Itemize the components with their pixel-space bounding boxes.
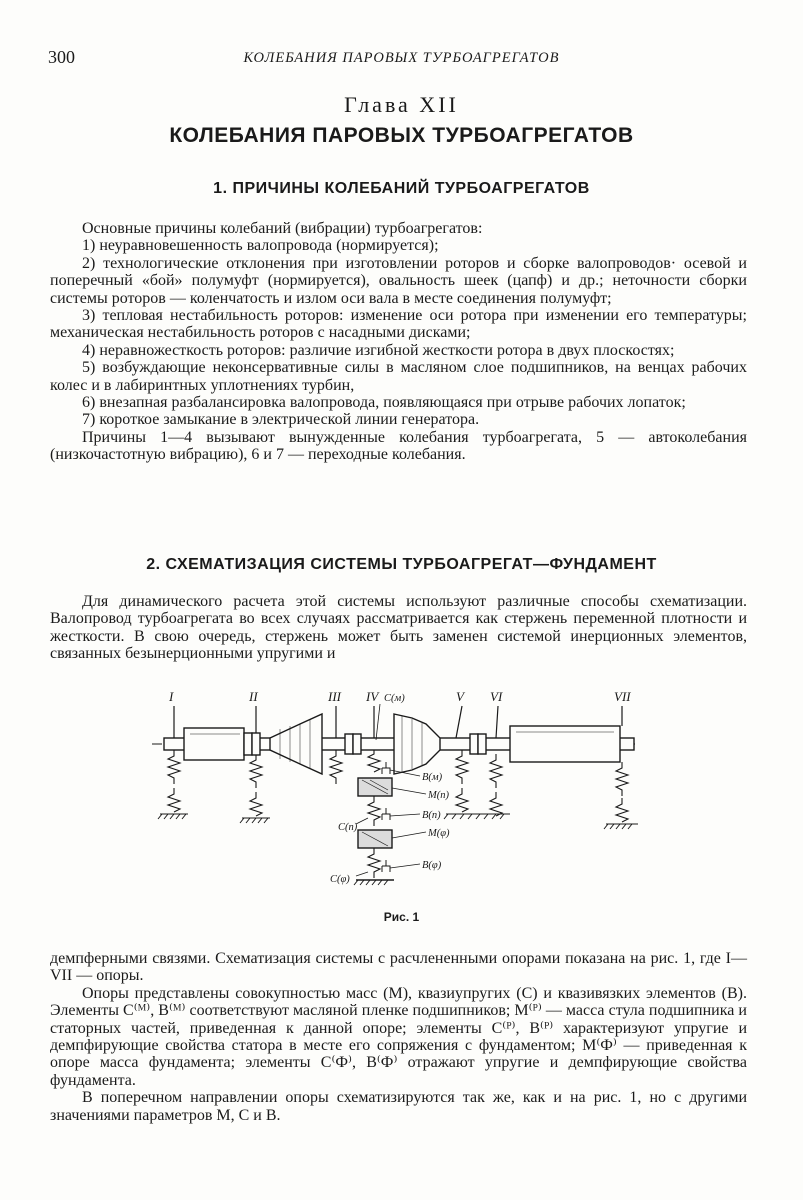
rotor-support-schematic <box>150 684 650 904</box>
label-c-m: C(м) <box>384 693 405 704</box>
paragraph: Опоры представлены совокупностью масс (M), квазиупругих (C) и квазивязких элементов (B). Элементы C⁽ᴹ⁾, B⁽ᴹ⁾ соответствуют масляной пленке подшипников; M⁽ᴾ⁾ — масса стула подшипника и статорных частей, приведенная к данной опоре; элементы C⁽ᴾ⁾, B⁽ᴾ⁾ характеризуют упругие и демпфирующие свойства статора в месте его сопряжения с фундаментом; M⁽Ф⁾ — приведенная к опоре масса фундамента; элементы C⁽Ф⁾, B⁽Ф⁾ отражают упругие и демпфирующие свойства фундамента. <box>50 984 747 1089</box>
coupling <box>478 734 486 754</box>
section-2-title: 2. СХЕМАТИЗАЦИЯ СИСТЕМЫ ТУРБОАГРЕГАТ—ФУНДАМЕНТ <box>146 556 657 573</box>
list-item: 4) неравножесткость роторов: различие изгибной жесткости ротора в двух плоскостях; <box>82 341 675 359</box>
support-iv-stack <box>354 750 394 885</box>
rotor-drum-1 <box>184 728 244 760</box>
coupling <box>244 733 252 755</box>
figure-caption: Рис. 1 <box>383 910 420 924</box>
turbine-cone-1 <box>270 714 322 774</box>
section-1-body <box>50 220 747 464</box>
support-label: IV <box>366 689 379 704</box>
coupling <box>470 734 478 754</box>
running-title: КОЛЕБАНИЯ ПАРОВЫХ ТУРБОАГРЕГАТОВ <box>243 50 560 66</box>
support-label: VI <box>490 689 503 704</box>
label-b-f: B(φ) <box>422 860 442 871</box>
paragraph: Основные причины колебаний (вибрации) турбоагрегатов: <box>82 220 483 237</box>
label-m-f: M(φ) <box>428 828 450 839</box>
section-2-intro <box>50 593 747 663</box>
ground-hatching <box>158 814 638 829</box>
paragraph: Для динамического расчета этой системы используют различные способы схематизации. Валопровод турбоагрегата во всех случаях рассматривается как стержень переменной плотности и жесткости. В свою очередь, стержень может быть заменен системой инерционных элементов, связанных безынерционными упругими и <box>50 593 747 663</box>
section-2-body <box>50 950 747 1124</box>
page-number: 300 <box>48 47 75 67</box>
support-label: I <box>169 689 174 704</box>
label-b-n: B(n) <box>422 810 441 821</box>
support-label: II <box>249 689 258 704</box>
label-m-n: M(n) <box>428 790 449 801</box>
turbine-cone-2 <box>394 714 440 774</box>
list-item: 5) возбуждающие неконсервативные силы в масляном слое подшипников, на венцах рабочих колес и в лабиринтных уплотнениях турбин, <box>50 359 747 394</box>
section-1-title: 1. ПРИЧИНЫ КОЛЕБАНИЙ ТУРБОАГРЕГАТОВ <box>213 180 590 197</box>
coupling <box>252 733 260 755</box>
support-label: V <box>456 689 464 704</box>
support-label: VII <box>614 689 631 704</box>
list-item: 7) короткое замыкание в электрической линии генератора. <box>82 411 480 429</box>
coupling <box>345 734 353 754</box>
paragraph: В поперечном направлении опоры схематизируются так же, как и на рис. 1, но с другими значениями параметров M, C и B. <box>50 1089 747 1124</box>
rotor-drum-2 <box>510 726 620 762</box>
coupling <box>353 734 361 754</box>
chapter-title: КОЛЕБАНИЯ ПАРОВЫХ ТУРБОАГРЕГАТОВ <box>169 124 634 147</box>
support-label: III <box>328 689 341 704</box>
paragraph: Причины 1—4 вызывают вынужденные колебания турбоагрегата, 5 — автоколебания (низкочастотную вибрацию), 6 и 7 — переходные колебания. <box>50 428 747 464</box>
list-item: 6) внезапная разбалансировка валопровода, появляющаяся при отрыве рабочих лопаток; <box>82 394 686 412</box>
list-item: 3) тепловая нестабильность роторов: изменение оси ротора при изменении его температуры; механическая нестабильность роторов с насадными дисками; <box>50 307 747 342</box>
paragraph: демпферными связями. Схематизация системы с расчлененными опорами показана на рис. 1, где I—VII — опоры. <box>50 950 747 985</box>
list-item: 2) технологические отклонения при изготовлении роторов и сборке валопроводов· осевой и поперечный «бой» полумуфт (нормируется), овальность шеек (цапф) и др.; неточности сборки системы роторов — коленчатость и излом оси вала в месте соединения полумуфт; <box>50 254 747 307</box>
chapter-label: Глава XII <box>344 92 459 117</box>
label-c-f: C(φ) <box>330 874 350 885</box>
label-b-m: B(м) <box>422 772 443 783</box>
label-c-n: C(n) <box>338 822 358 833</box>
list-item: 1) неуравновешенность валопровода (нормируется); <box>82 237 439 255</box>
